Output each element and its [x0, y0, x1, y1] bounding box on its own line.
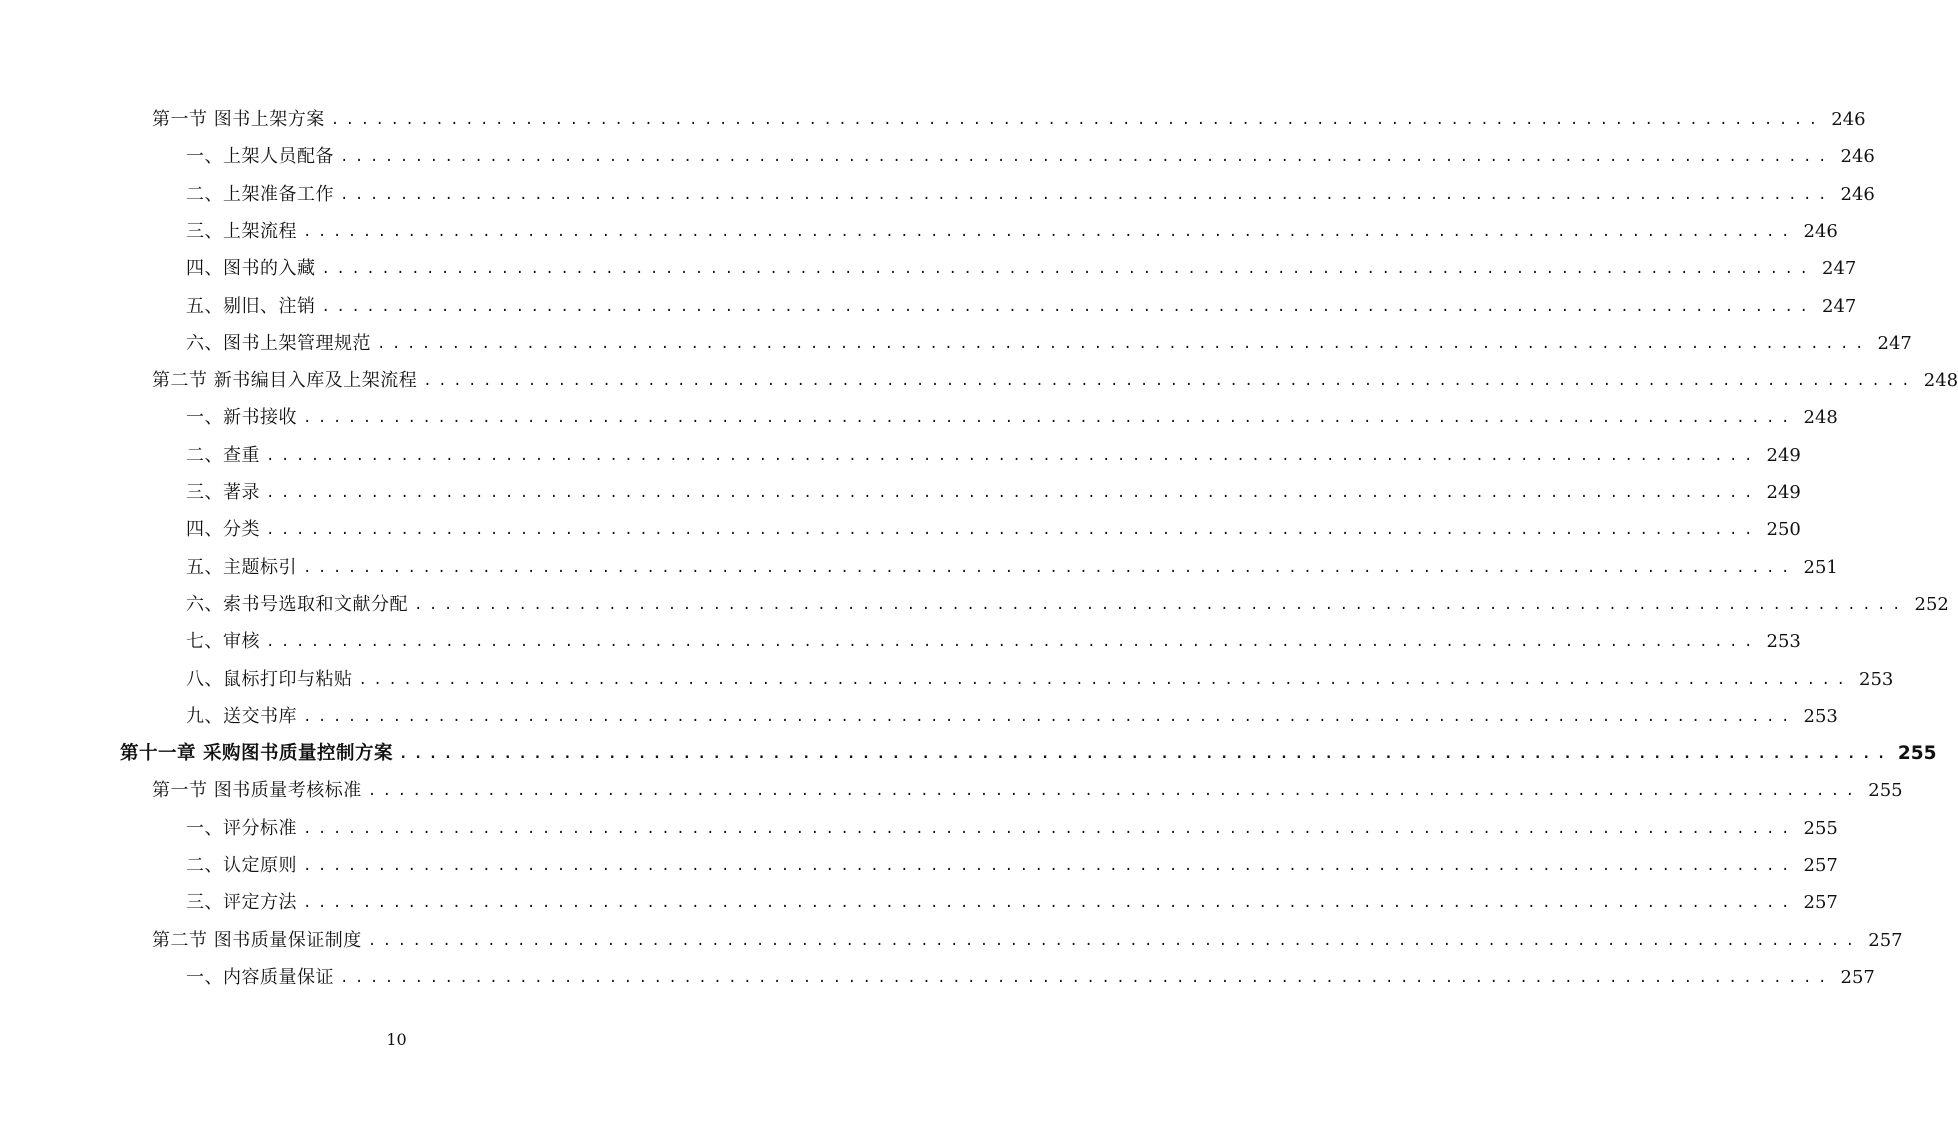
toc-dot-leader: .................................................................................................... — [303, 820, 1796, 837]
toc-dot-leader: .................................................................................................... — [321, 261, 1815, 278]
toc-entry-title: 六、索书号选取和文献分配 — [186, 593, 408, 615]
toc-subsection-entry[interactable] — [186, 661, 1894, 698]
toc-entry-title: 九、送交书库 — [186, 705, 297, 727]
toc-entry-title: 第一节 图书质量考核标准 — [152, 780, 362, 802]
toc-entry-page: 253 — [1766, 631, 1801, 653]
toc-entry-page: 250 — [1766, 519, 1801, 541]
toc-entry-page: 246 — [1840, 183, 1875, 205]
toc-subsection-entry[interactable] — [186, 810, 1838, 847]
toc-entry-page: 249 — [1766, 482, 1801, 503]
toc-entry-title: 五、主题标引 — [186, 556, 297, 578]
toc-chapter-entry[interactable] — [120, 735, 1937, 772]
toc-dot-leader: .................................................................................................... — [423, 373, 1917, 390]
toc-section-entry[interactable] — [152, 922, 1903, 959]
toc-dot-leader: .................................................................................................... — [266, 447, 1759, 464]
toc-dot-leader: .................................................................................................... — [330, 112, 1824, 128]
toc-entry-page: 246 — [1803, 220, 1838, 242]
toc-entry-title: 六、图书上架管理规范 — [186, 332, 371, 354]
toc-entry-page: 253 — [1859, 668, 1894, 690]
toc-entry-page: 255 — [1868, 780, 1903, 802]
toc-dot-leader: .................................................................................................... — [358, 671, 1852, 688]
toc-entry-title: 第一节 图书上架方案 — [152, 109, 325, 130]
toc-entry-page: 247 — [1822, 258, 1857, 280]
toc-dot-leader: .................................................................................................... — [398, 746, 1892, 763]
toc-dot-leader: .................................................................................................... — [321, 298, 1815, 315]
toc-dot-leader: .................................................................................................... — [367, 932, 1861, 949]
toc-dot-leader: .................................................................................................... — [266, 522, 1759, 539]
toc-entry-page: 247 — [1822, 295, 1857, 317]
toc-entry-page: 246 — [1831, 109, 1866, 130]
toc-entry-title: 七、审核 — [186, 631, 260, 653]
toc-subsection-entry[interactable] — [186, 437, 1801, 474]
page-number: 10 — [386, 1030, 407, 1049]
toc-entry-page: 248 — [1803, 407, 1838, 429]
toc-subsection-entry[interactable] — [186, 213, 1838, 250]
toc-dot-leader: .................................................................................................... — [303, 559, 1796, 576]
toc-dot-leader: .................................................................................................... — [303, 708, 1796, 725]
toc-subsection-entry[interactable] — [186, 288, 1857, 325]
toc-entry-title: 一、评分标准 — [186, 817, 297, 839]
toc-entry-title: 四、图书的入藏 — [186, 258, 316, 280]
toc-entry-page: 249 — [1766, 444, 1801, 466]
toc-subsection-entry[interactable] — [186, 399, 1838, 436]
toc-entry-page: 246 — [1840, 146, 1875, 168]
toc-subsection-entry[interactable] — [186, 250, 1857, 287]
toc-entry-page: 257 — [1868, 929, 1903, 951]
toc-entry-page: 251 — [1803, 556, 1838, 578]
toc-dot-leader: .................................................................................................... — [340, 149, 1833, 166]
toc-entry-title: 第十一章 采购图书质量控制方案 — [120, 743, 393, 765]
toc-subsection-entry[interactable] — [186, 176, 1875, 213]
toc-subsection-entry[interactable] — [186, 847, 1838, 884]
toc-entry-title: 二、查重 — [186, 444, 260, 466]
toc-dot-leader: .................................................................................................... — [340, 186, 1833, 203]
toc-dot-leader: .................................................................................................... — [303, 223, 1796, 240]
toc-entry-title: 三、评定方法 — [186, 892, 297, 914]
toc-dot-leader: .................................................................................................... — [303, 410, 1796, 427]
toc-dot-leader: .................................................................................................... — [367, 783, 1861, 800]
toc-entry-page: 255 — [1897, 743, 1937, 765]
toc-entry-page: 257 — [1803, 892, 1838, 914]
toc-section-entry[interactable] — [152, 362, 1958, 399]
toc-entry-page: 247 — [1877, 332, 1912, 354]
toc-entry-page: 255 — [1803, 817, 1838, 839]
toc-subsection-entry[interactable] — [186, 549, 1838, 586]
toc-entry-page: 252 — [1914, 593, 1949, 615]
toc-entry-title: 二、上架准备工作 — [186, 183, 334, 205]
toc-section-entry[interactable] — [152, 101, 1866, 138]
toc-entry-title: 八、鼠标打印与粘贴 — [186, 668, 353, 690]
toc-dot-leader: .................................................................................................... — [266, 634, 1759, 651]
toc-dot-leader: .................................................................................................... — [266, 485, 1759, 501]
toc-entry-title: 二、认定原则 — [186, 855, 297, 876]
toc-dot-leader: .................................................................................................... — [303, 858, 1796, 874]
toc-entry-title: 第二节 图书质量保证制度 — [152, 929, 362, 951]
toc-subsection-entry[interactable] — [186, 325, 1912, 362]
toc-entry-title: 三、上架流程 — [186, 220, 297, 242]
toc-entry-title: 五、剔旧、注销 — [186, 295, 316, 317]
toc-entry-page: 257 — [1803, 855, 1838, 876]
toc-entry-title: 四、分类 — [186, 519, 260, 541]
toc-entry-title: 第二节 新书编目入库及上架流程 — [152, 370, 418, 392]
toc-section-entry[interactable] — [152, 772, 1903, 809]
toc-entry-title: 一、内容质量保证 — [186, 966, 334, 988]
toc-subsection-entry[interactable] — [186, 698, 1838, 735]
toc-subsection-entry[interactable] — [186, 623, 1801, 660]
toc-entry-page: 253 — [1803, 705, 1838, 727]
toc-entry-title: 一、上架人员配备 — [186, 146, 334, 168]
toc-dot-leader: .................................................................................................... — [414, 596, 1907, 613]
toc-entry-page: 248 — [1923, 370, 1958, 392]
toc-dot-leader: .................................................................................................... — [377, 335, 1870, 352]
toc-dot-leader: .................................................................................................... — [340, 969, 1833, 986]
toc-subsection-entry[interactable] — [186, 959, 1875, 996]
toc-entry-title: 三、著录 — [186, 482, 260, 503]
toc-subsection-entry[interactable] — [186, 884, 1838, 921]
toc-subsection-entry[interactable] — [186, 474, 1801, 511]
toc-subsection-entry[interactable] — [186, 138, 1875, 175]
toc-subsection-entry[interactable] — [186, 511, 1801, 548]
toc-dot-leader: .................................................................................................... — [303, 895, 1796, 912]
toc-entry-page: 257 — [1840, 966, 1875, 988]
toc-entry-title: 一、新书接收 — [186, 407, 297, 429]
toc-subsection-entry[interactable] — [186, 586, 1949, 623]
